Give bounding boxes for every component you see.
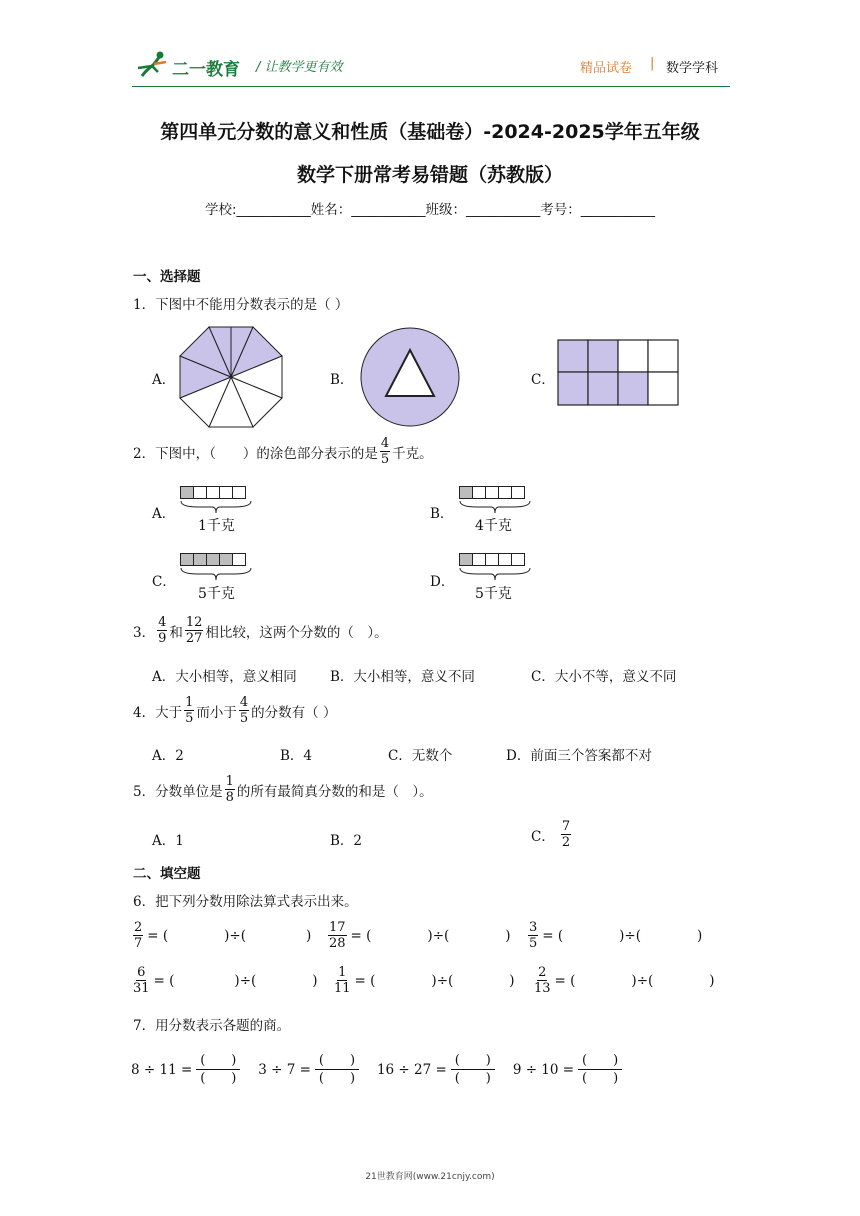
q5-c-den: 2 xyxy=(561,835,571,850)
q6-item-4 xyxy=(131,965,318,996)
header-separator: | xyxy=(650,56,655,71)
q6-close-5: ) xyxy=(509,972,515,989)
q2-num: 4 xyxy=(380,436,390,451)
q2-brace-a-icon xyxy=(180,500,252,514)
q6-fraction-6 xyxy=(534,965,551,996)
q7-answer-1[interactable] xyxy=(196,1052,240,1087)
q2-option-a-label: A． xyxy=(152,506,176,522)
q2-bar-b xyxy=(460,486,525,499)
q6-item-6 xyxy=(532,965,715,996)
q7-row xyxy=(131,1052,622,1087)
q7-answer-4[interactable] xyxy=(578,1052,622,1087)
q2-stem xyxy=(133,436,433,467)
q4-option-a: A．2 xyxy=(152,748,184,764)
runner-logo-icon xyxy=(136,50,170,80)
q4-pre: 4．大于 xyxy=(133,704,183,721)
q7-answer-3[interactable] xyxy=(451,1052,495,1087)
q2-label-b: 4千克 xyxy=(475,518,512,534)
q5-num: 1 xyxy=(225,774,234,789)
q7-item-3 xyxy=(377,1052,495,1087)
q7-expr-4: 9 ÷ 10 = xyxy=(512,1061,575,1078)
logo xyxy=(136,50,246,80)
q2-brace-c-icon xyxy=(180,567,252,581)
q6-f1-den: 7 xyxy=(134,936,143,951)
q6-fraction-2 xyxy=(328,920,347,951)
q7-ans4-num: ( ) xyxy=(578,1052,622,1070)
q4-option-b: B．4 xyxy=(280,748,313,764)
q2-stem-pre: 2．下图中，（ ）的涂色部分表示的是 xyxy=(133,445,378,462)
q2-bar-d xyxy=(460,553,525,566)
q1-option-c-label: C． xyxy=(531,372,555,388)
header-subject: 数学学科 xyxy=(666,61,719,76)
q3-option-b: B．大小相等，意义不同 xyxy=(330,669,475,685)
q6-fraction-4 xyxy=(133,965,150,996)
q5-option-b: B．2 xyxy=(330,833,363,849)
q6-fraction-5 xyxy=(334,965,351,996)
q1-octagon-figure xyxy=(178,325,284,429)
logo-text: 二一教育 xyxy=(172,60,240,80)
q1-grid-figure xyxy=(557,339,679,407)
q6-f2-den: 28 xyxy=(329,936,346,951)
q2-brace-d-icon xyxy=(459,567,531,581)
q5-post: 的所有最简真分数的和是（ ）。 xyxy=(236,783,433,800)
student-info-line: 学校:___________姓名：___________班级：___________考号：___________ xyxy=(204,202,656,218)
q5-fraction xyxy=(225,774,235,805)
q3-and: 和 xyxy=(169,624,183,641)
q5-den: 8 xyxy=(225,790,234,805)
q4-f2-num: 4 xyxy=(239,695,249,710)
q2-label-a: 1千克 xyxy=(198,518,235,534)
q6-close-2: ) xyxy=(505,927,511,944)
q1-stem: 1．下图中不能用分数表示的是（ ） xyxy=(133,297,349,313)
q6-f5-den: 11 xyxy=(334,981,351,996)
q7-expr-1: 8 ÷ 11 = xyxy=(131,1061,193,1078)
q6-f3-num: 3 xyxy=(529,920,538,935)
q4-f1-den: 5 xyxy=(185,711,194,726)
q6-eq-2: = ( xyxy=(350,927,372,944)
q7-ans2-den: ( ) xyxy=(318,1071,356,1086)
q4-mid: 而小于 xyxy=(196,704,237,721)
header-slogan: / 让教学更有效 xyxy=(256,60,343,75)
q2-option-d-label: D． xyxy=(430,574,455,590)
q4-fraction-2 xyxy=(239,695,249,726)
section-fill-heading: 二、填空题 xyxy=(133,866,201,882)
q3-option-a: A．大小相等，意义相同 xyxy=(152,669,297,685)
q3-fraction-2 xyxy=(185,615,204,646)
q5-c-num: 7 xyxy=(561,819,571,834)
q2-stem-post: 千克。 xyxy=(392,445,433,462)
q6-f5-num: 1 xyxy=(338,965,347,980)
q3-pre: 3． xyxy=(133,624,156,641)
q2-bar-a xyxy=(181,486,246,499)
q6-div-2: )÷( xyxy=(427,927,450,944)
q6-fraction-1 xyxy=(133,920,143,951)
q2-option-b-label: B． xyxy=(430,506,454,522)
header-badge-premium: 精品试卷 xyxy=(580,61,633,76)
q6-eq-6: = ( xyxy=(554,972,576,989)
q6-fraction-3 xyxy=(528,920,538,951)
q6-f4-den: 31 xyxy=(133,981,150,996)
q2-option-c-label: C． xyxy=(152,574,176,590)
q6-item-3 xyxy=(526,920,702,951)
q5-pre: 5．分数单位是 xyxy=(133,783,223,800)
q6-item-1 xyxy=(131,920,311,951)
q6-f1-num: 2 xyxy=(134,920,143,935)
q7-ans3-den: ( ) xyxy=(454,1071,491,1086)
q6-close-4: ) xyxy=(312,972,318,989)
q6-eq-4: = ( xyxy=(153,972,175,989)
q4-option-c: C．无数个 xyxy=(388,748,453,764)
q6-stem: 6．把下列分数用除法算式表示出来。 xyxy=(133,894,358,910)
q6-item-5 xyxy=(332,965,515,996)
q6-eq-1: = ( xyxy=(147,927,169,944)
q5-stem xyxy=(133,774,433,805)
q3-post: 相比较，这两个分数的（ ）。 xyxy=(205,624,388,641)
q5-option-c xyxy=(531,819,573,850)
q2-fraction xyxy=(380,436,390,467)
q5-option-c-fraction xyxy=(561,819,571,850)
q3-fraction-1 xyxy=(157,615,167,646)
section-choice-heading: 一、选择题 xyxy=(133,269,201,285)
q6-eq-5: = ( xyxy=(354,972,376,989)
page-title-line1: 第四单元分数的意义和性质（基础卷）-2024-2025学年五年级 xyxy=(160,121,700,143)
q7-expr-2: 3 ÷ 7 = xyxy=(258,1061,311,1078)
q7-answer-2[interactable] xyxy=(315,1052,359,1087)
q6-item-2 xyxy=(326,920,511,951)
q3-option-c: C．大小不等，意义不同 xyxy=(531,669,677,685)
q4-post: 的分数有（ ） xyxy=(251,704,337,721)
q6-f3-den: 5 xyxy=(529,936,538,951)
q4-f1-num: 1 xyxy=(185,695,194,710)
q4-fraction-1 xyxy=(184,695,194,726)
q3-f2-num: 12 xyxy=(185,615,203,630)
q1-option-a-label: A． xyxy=(152,372,176,388)
q6-f6-den: 13 xyxy=(534,981,551,996)
q6-div-4: )÷( xyxy=(234,972,257,989)
q7-ans4-den: ( ) xyxy=(582,1071,619,1086)
q6-close-6: ) xyxy=(709,972,715,989)
q6-close-1: ) xyxy=(306,927,312,944)
q3-f1-num: 4 xyxy=(158,615,167,630)
page-title-line2: 数学下册常考易错题（苏教版） xyxy=(296,164,563,186)
q6-div-3: )÷( xyxy=(619,927,642,944)
q2-den: 5 xyxy=(380,452,390,467)
q5-option-c-label: C． xyxy=(531,828,555,845)
q6-div-5: )÷( xyxy=(431,972,454,989)
q7-item-4 xyxy=(513,1052,622,1087)
q2-label-c: 5千克 xyxy=(198,586,235,602)
q4-option-d: D．前面三个答案都不对 xyxy=(506,748,652,764)
q6-f6-num: 2 xyxy=(538,965,547,980)
q7-ans3-num: ( ) xyxy=(451,1052,495,1070)
q6-close-3: ) xyxy=(697,927,703,944)
q4-stem xyxy=(133,695,336,726)
q6-f2-num: 17 xyxy=(329,920,346,935)
q1-option-b-label: B． xyxy=(330,372,354,388)
q7-ans1-num: ( ) xyxy=(196,1052,240,1070)
q2-bar-c xyxy=(181,553,246,566)
q7-stem: 7．用分数表示各题的商。 xyxy=(133,1018,291,1034)
q7-ans2-num: ( ) xyxy=(315,1052,359,1070)
q4-f2-den: 5 xyxy=(239,711,249,726)
q6-div-6: )÷( xyxy=(631,972,654,989)
q7-item-2 xyxy=(258,1052,359,1087)
q6-f4-num: 6 xyxy=(137,965,146,980)
q6-eq-3: = ( xyxy=(542,927,564,944)
q3-f1-den: 9 xyxy=(158,631,167,646)
q1-circle-triangle-figure xyxy=(358,326,462,428)
q2-brace-b-icon xyxy=(459,500,531,514)
q7-expr-3: 16 ÷ 27 = xyxy=(376,1061,447,1078)
q3-stem xyxy=(133,615,388,646)
q7-item-1 xyxy=(131,1052,240,1087)
q3-f2-den: 27 xyxy=(185,631,203,646)
q6-div-1: )÷( xyxy=(224,927,247,944)
page-footer: 21世教育网(www.21cnjy.com) xyxy=(365,1172,495,1182)
q7-ans1-den: ( ) xyxy=(200,1071,237,1086)
q5-option-a: A．1 xyxy=(152,833,184,849)
q2-label-d: 5千克 xyxy=(475,586,512,602)
header-rule xyxy=(132,86,730,87)
